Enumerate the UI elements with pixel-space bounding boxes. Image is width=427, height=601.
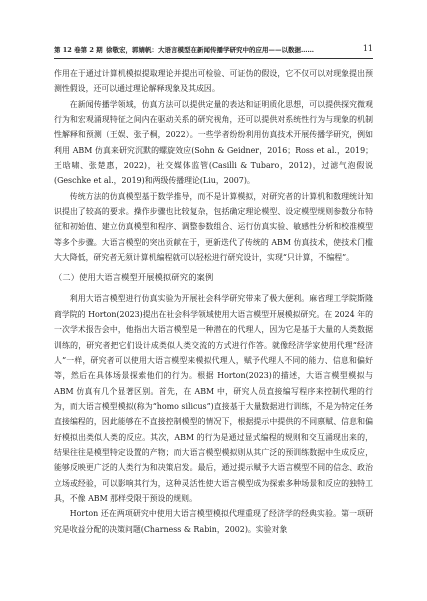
body-paragraph: 利用大语言模型进行仿真实验为开展社会科学研究带来了极大便利。麻省理工学院斯隆商学院的 Horton(2023)提出在社会科学领域使用大语言模型开展模拟研究。在 2024 年的一次学术报告会中，他指出大语言模型是一种潜在的代理人，因为它是基于大量的人类数据训练的，研究者把它们设计成类似人类交流的方式进行作答。就像经济学家使用代理“经济人”一样，研究者可以使用大语言模型来模拟代理人，赋予代理人不同的能力、信息和偏好等，然后在具体场景探索他们的行为。根据 Horton(2023)的描述，大语言模型模拟与 ABM 仿真有几个显著区别。首先，在 ABM 中，研究人员直接编写程序来控制代理的行为，而大语言模型模拟(称为“homo silicus”)直接基于大量数据进行训练，不是为特定任务直接编程的，因此能够在不直接控制模型的情况下，根据提示中提供的不同禀赋、信息和偏好模拟出类似人类的反应。其次，ABM 的行为是通过显式编程的规则和交互涌现出来的，结果往往是模型特定设置的产物；而大语言模型模拟则从其广泛的预训练数据中生成反应，能够反映更广泛的人类行为和决策启发。最后，通过提示赋予大语言模型不同的信念、政治立场或经验，可以影响其行为，这种灵活性使大语言模型成为探索多种场景和反应的独特工具，不像 ABM 那样受限于预设的规则。 bbox=[54, 294, 373, 503]
body-paragraph: 传统方法的仿真模型基于数学推导，而不是计算模拟，对研究者的计算机和数理统计知识提出了较高的要求。操作步骤也比较复杂，包括确定理论模型、设定模型规则参数分布特征和初始值、建立仿真模型和程序、调整参数组合、运行仿真实验、敏感性分析和校准模型等多个步骤。大语言模型的突出贡献在于，更新迭代了传统的 ABM 仿真技术，使技术门槛大大降低，研究者无须计算机编程就可以轻松进行研究设计，实现“只计算，不编程”。 bbox=[54, 191, 373, 263]
body-paragraph: 在新闻传播学领域，仿真方法可以提供定量的表达和证明质化思想，可以提供探究微观行为和宏观涌现特征之间内在驱动关系的研究视角，还可以提供对系统性行为与现象的机制性解释和预测（王娱、张子桐，2022）。一些学者纷纷利用仿真技术开展传播学研究，例如利用 ABM 仿真来研究沉默的螺旋效应(Sohn & Geidner，2016；Ross et al.，2019；王晗啸、张楚惠，2022)，社交媒体监管(Casilli & Tubaro，2012)，过滤气泡假说(Geschke et al.，2019)和两级传播理论(Liu，2007)。 bbox=[54, 99, 373, 186]
page-number: 11 bbox=[362, 44, 373, 53]
body-paragraph: Horton 还在两项研究中使用大语言模型模拟代理重现了经济学的经典实验。第一项研究是收益分配的决策问题(Charness & Rabin，2002)。实验对象 bbox=[54, 509, 373, 534]
body-paragraph: 作用在于通过计算机模拟提取理论并提出可检验、可证伪的假设，它不仅可以对现象提出预测性假设，还可以通过理论解释现象及其成因。 bbox=[54, 69, 373, 94]
header-rule bbox=[54, 58, 373, 59]
section-heading: （二）使用大语言模型开展模拟研究的案例 bbox=[54, 272, 214, 283]
running-head bbox=[54, 44, 373, 56]
journal-volume: 第 12 卷第 2 期 bbox=[54, 46, 103, 54]
running-title: 徐敬宏，郭婧帆：大语言模型在新闻传播学研究中的应用——以数据…… bbox=[106, 46, 314, 54]
article-body bbox=[54, 66, 373, 537]
